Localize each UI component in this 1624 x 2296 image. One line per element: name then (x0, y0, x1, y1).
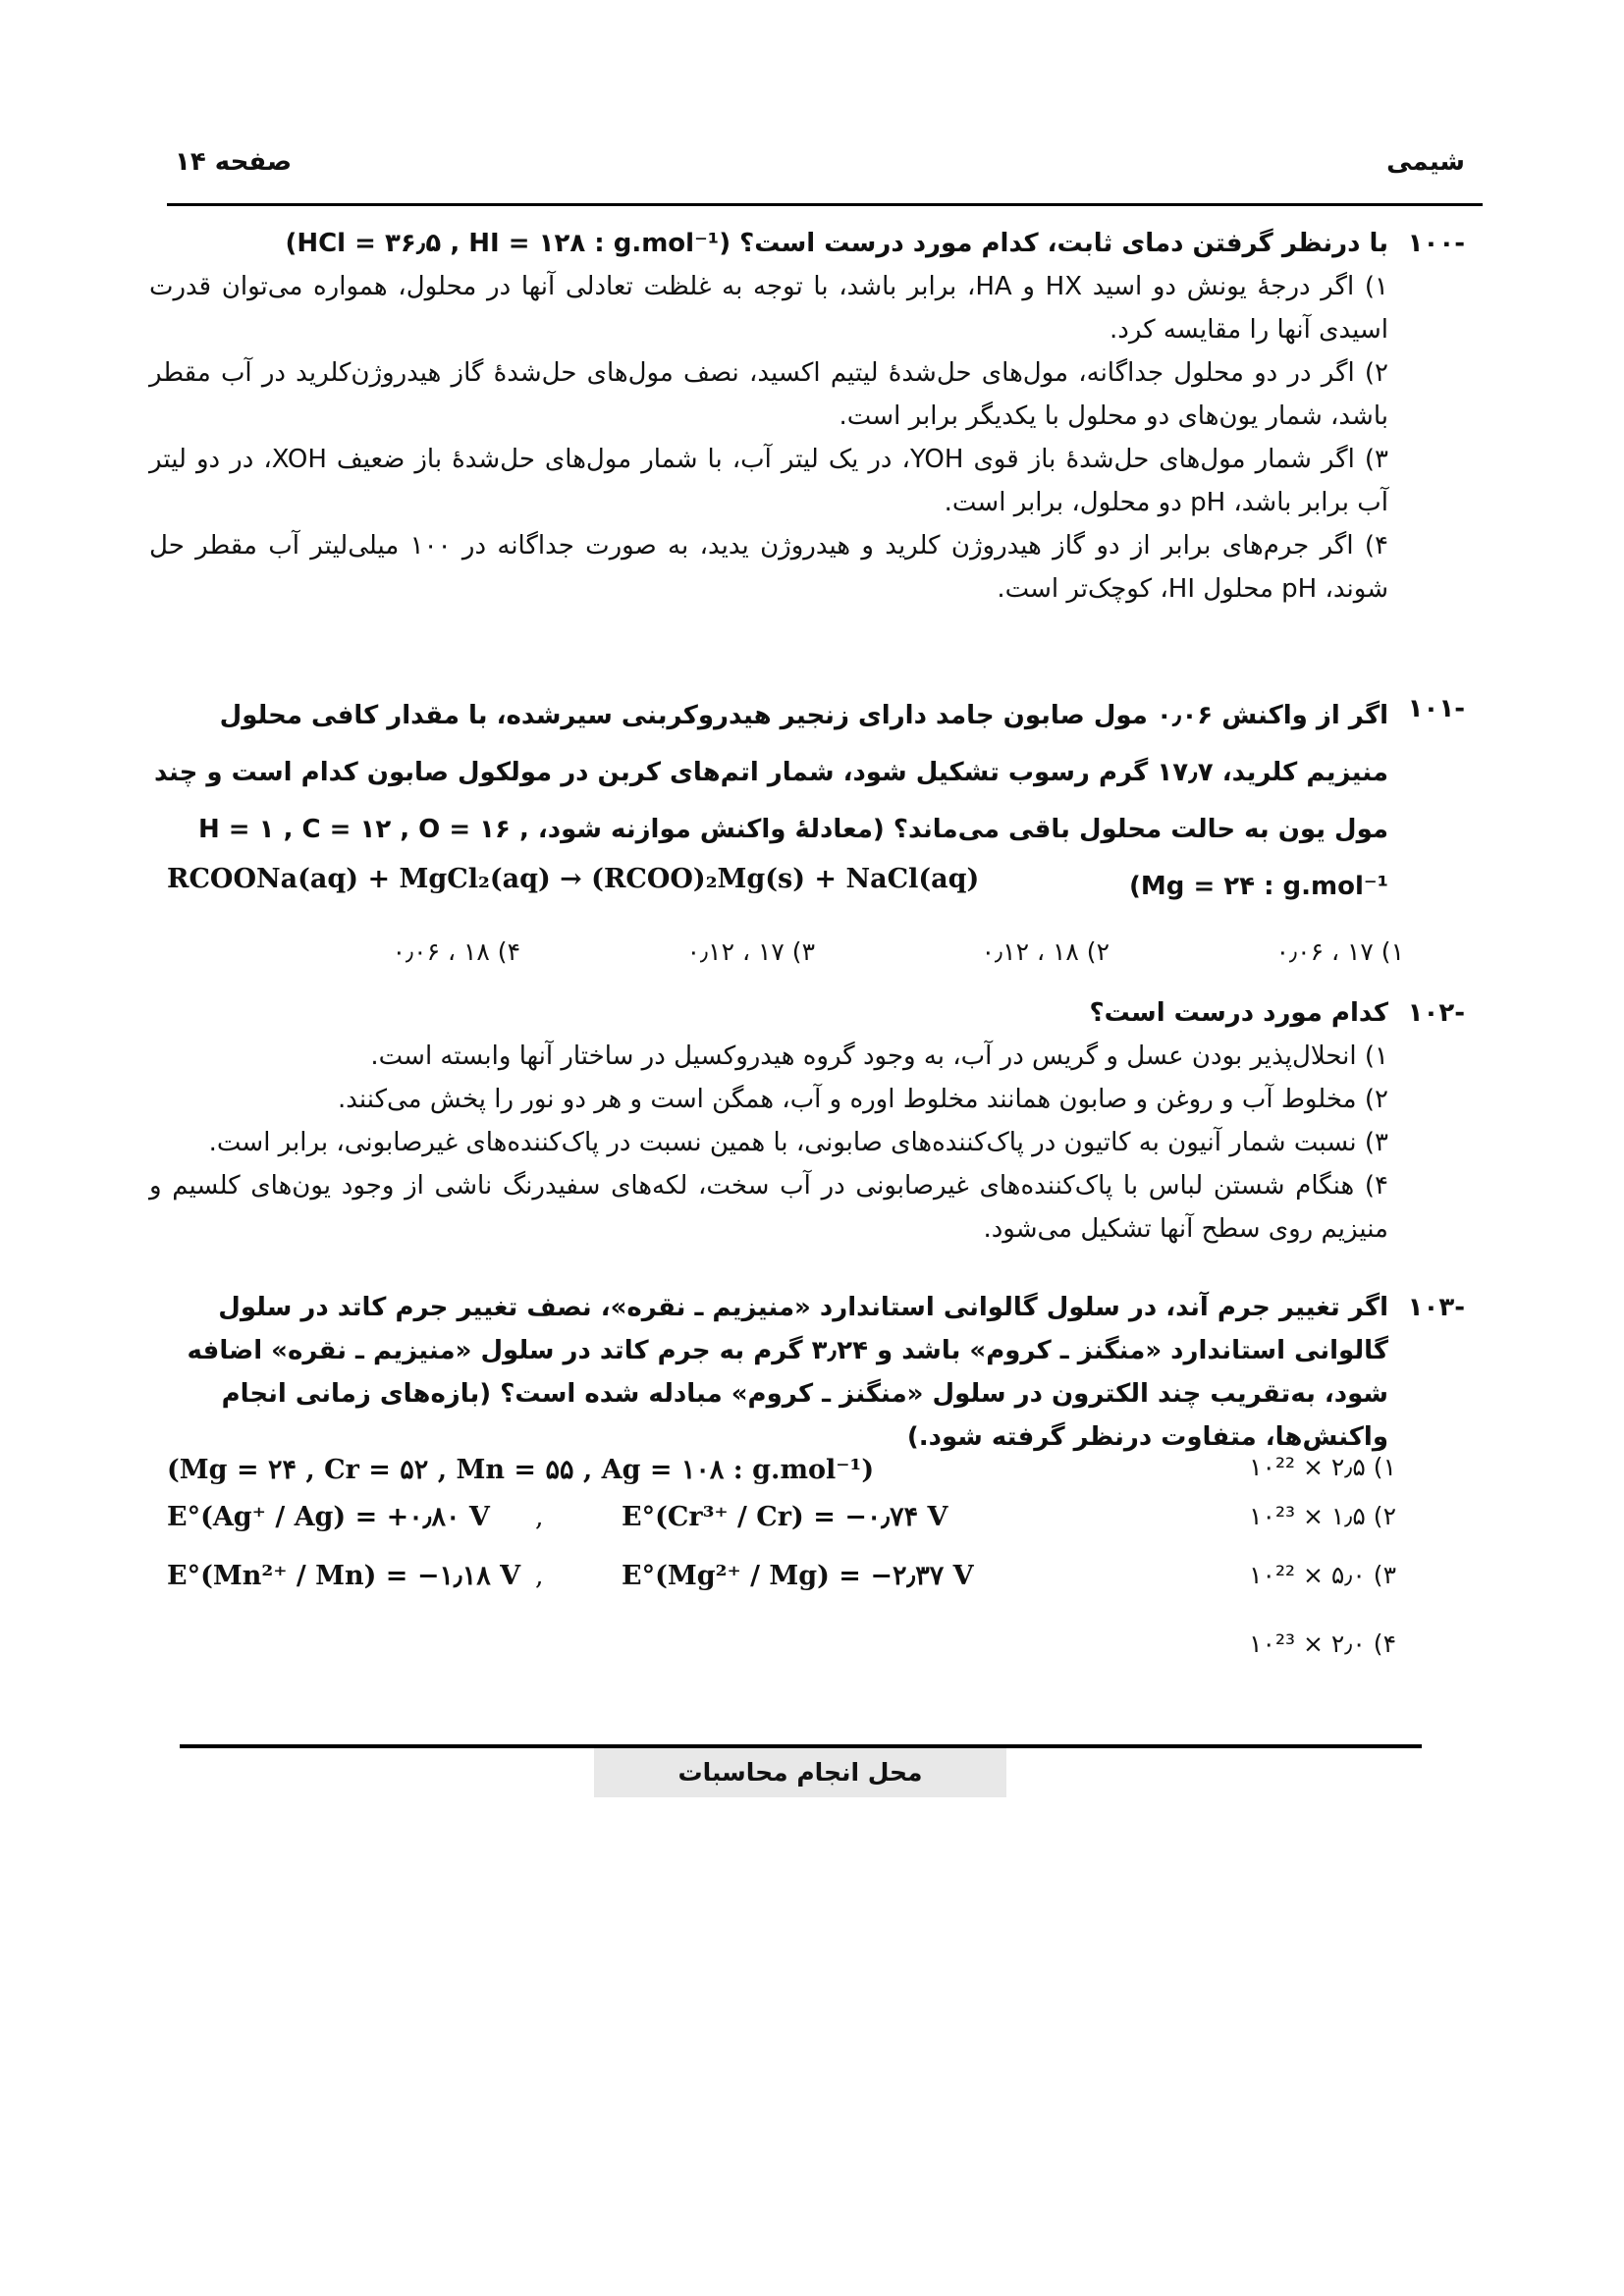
option-3: ۳) نسبت شمار آنیون به کاتیون در پاک‌کننده‌های صابونی، با همین نسبت در پاک‌کننده‌های غیرصابونی، برابر است. (208, 1128, 1388, 1157)
question-number: -۱۰۲ (1407, 998, 1465, 1028)
question-100 (149, 222, 1465, 611)
option-1: ۱) ۱۷ ، ۰٫۰۶ (1275, 937, 1404, 966)
option-2: ۲) مخلوط آب و روغن و صابون همانند مخلوط اوره و آب، همگن است و هر دو نور را پخش می‌کنند. (338, 1085, 1388, 1114)
header-divider (167, 203, 1483, 206)
option-4: ۴) هنگام شستن لباس با پاک‌کننده‌های غیرصابونی در آب سخت، لکه‌های سفیدرنگ ناشی از وجود یون‌های کلسیم و منیزیم روی سطح آنها تشکیل می‌شود. (149, 1171, 1388, 1244)
option-4: ۴) ۱۸ ، ۰٫۰۶ (392, 937, 520, 966)
question-stem: با درنظر گرفتن دمای ثابت، کدام مورد درست است؟ (HCl = ۳۶٫۵ , HI = ۱۲۸ : g.mol⁻¹) (285, 229, 1388, 258)
separator: , (535, 1561, 544, 1591)
option-3: ۳) اگر شمار مول‌های حل‌شدهٔ باز قوی YOH، در یک لیتر آب، با شمار مول‌های حل‌شدهٔ باز ضعیف XOH، در دو لیتر آب برابر باشد، pH دو محلول، برابر است. (149, 445, 1388, 517)
question-stem: اگر تغییر جرم آند، در سلول گالوانی استاندارد «منیزیم ـ نقره»، نصف تغییر جرم کاتد در سلول گالوانی استاندارد «منگنز ـ کروم» باشد و ۳٫۲۴ گرم به جرم کاتد در سلول «منیزیم ـ نقره» اضافه شود، به‌تقریب چند الکترون در سلول «منگنز ـ کروم» مبادله شده است؟ (بازه‌های زمانی انجام واکنش‌ها، متفاوت درنظر گرفته شود.) (187, 1293, 1388, 1452)
question-number: -۱۰۰ (1407, 229, 1465, 258)
option-2: ۲) اگر در دو محلول جداگانه، مول‌های حل‌شدهٔ لیتیم اکسید، نصف مول‌های حل‌شدهٔ گاز هیدروژن‌کلرید در آب مقطر باشد، شمار یون‌های دو محلول با یکدیگر برابر است. (149, 358, 1388, 431)
potential-mn: E°(Mn²⁺ / Mn) = −۱٫۱۸ V (167, 1561, 521, 1591)
subject-title: شیمی (1386, 147, 1465, 177)
option-1: ۱) ۲٫۵ × ۱۰²² (1249, 1453, 1396, 1481)
atomic-masses: (Mg = ۲۴ , Cr = ۵۲ , Mn = ۵۵ , Ag = ۱۰۸ : g.mol⁻¹) (167, 1455, 875, 1485)
reaction-equation: RCOONa(aq) + MgCl₂(aq) → (RCOO)₂Mg(s) + NaCl(aq) (167, 864, 980, 894)
page-header (167, 147, 1465, 190)
option-1: ۱) انحلال‌پذیر بودن عسل و گریس در آب، به وجود گروه هیدروکسیل در ساختار آنها وابسته است. (370, 1041, 1388, 1071)
question-103 (149, 1286, 1465, 1459)
question-102 (149, 991, 1465, 1251)
option-3: ۳) ۵٫۰ × ۱۰²² (1249, 1561, 1396, 1589)
scratch-area-label: محل انجام محاسبات (594, 1748, 1006, 1797)
question-stem: اگر از واکنش ۰٫۰۶ مول صابون جامد دارای زنجیر هیدروکربنی سیرشده، با مقدار کافی محلول منیزیم کلرید، ۱۷٫۷ گرم رسوب تشکیل شود، شمار اتم‌های کربن در مولکول صابون کدام است و چند مول یون به حالت محلول باقی می‌ماند؟ (معادلهٔ واکنش موازنه شود، H = ۱ , C = ۱۲ , O = ۱۶ , Mg = ۲۴ : g.mol⁻¹) (153, 701, 1388, 901)
option-1: ۱) اگر درجهٔ یونش دو اسید HX و HA، برابر باشد، با توجه به غلظت تعادلی آنها در محلول، همواره می‌توان قدرت اسیدی آنها را مقایسه کرد. (149, 272, 1388, 345)
question-number: -۱۰۳ (1407, 1293, 1465, 1322)
potential-mg: E°(Mg²⁺ / Mg) = −۲٫۳۷ V (622, 1561, 974, 1591)
option-2: ۲) ۱۸ ، ۰٫۱۲ (981, 937, 1110, 966)
options-row (285, 937, 1404, 981)
option-2: ۲) ۱٫۵ × ۱۰²³ (1249, 1502, 1396, 1530)
potential-ag: E°(Ag⁺ / Ag) = +۰٫۸۰ V (167, 1502, 490, 1532)
option-4: ۴) اگر جرم‌های برابر از دو گاز هیدروژن کلرید و هیدروژن یدید، به صورت جداگانه در ۱۰۰ میلی‌لیتر آب مقطر حل شوند، pH محلول HI، کوچک‌تر است. (149, 531, 1388, 604)
page-number: صفحه ۱۴ (175, 147, 293, 177)
question-stem: کدام مورد درست است؟ (1089, 998, 1388, 1028)
option-3: ۳) ۱۷ ، ۰٫۱۲ (686, 937, 815, 966)
separator: , (535, 1502, 544, 1532)
potential-cr: E°(Cr³⁺ / Cr) = −۰٫۷۴ V (622, 1502, 948, 1532)
option-4: ۴) ۲٫۰ × ۱۰²³ (1249, 1629, 1396, 1658)
question-number: -۱۰۱ (1407, 694, 1465, 723)
